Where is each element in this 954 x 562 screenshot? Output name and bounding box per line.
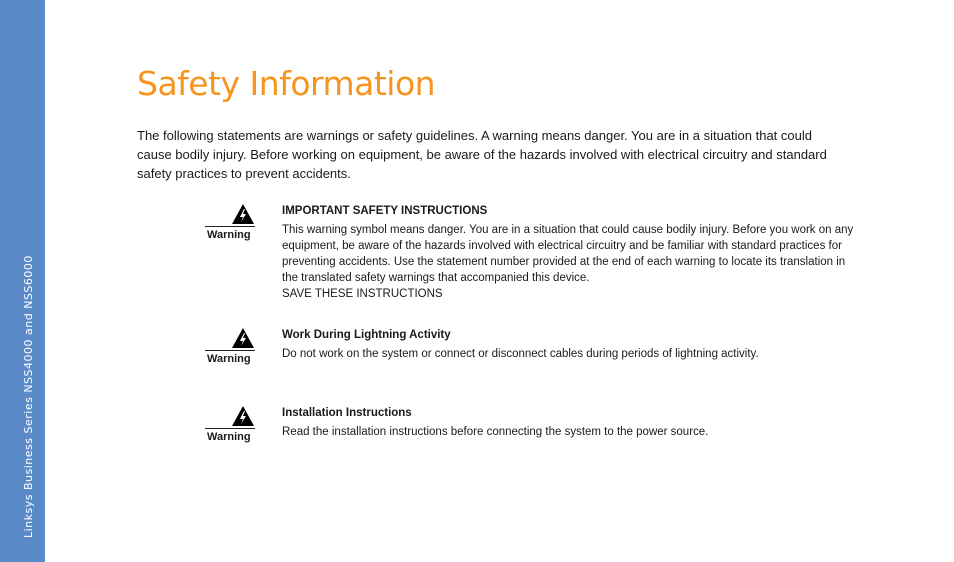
warning-body: Read the installation instructions before connecting the system to the power source. bbox=[282, 426, 709, 438]
warning-title: IMPORTANT SAFETY INSTRUCTIONS bbox=[282, 205, 488, 217]
sidebar-product-text: Linksys Business Series NSS4000 and NSS6000 bbox=[22, 255, 35, 538]
warning-title: Work During Lightning Activity bbox=[282, 329, 451, 341]
warning-title: Installation Instructions bbox=[282, 407, 412, 419]
warning-triangle-lightning-icon bbox=[231, 203, 255, 225]
warning-icon-rule bbox=[205, 350, 255, 351]
warning-label: Warning bbox=[207, 353, 251, 365]
warning-icon-group bbox=[205, 405, 257, 443]
warning-icon-group bbox=[205, 327, 257, 365]
warning-label: Warning bbox=[207, 229, 251, 241]
intro-paragraph: The following statements are warnings or safety guidelines. A warning means danger. You are in a situation that could cause bodily injury. Before working on equipment, be aware of the hazards involved with electrical circuitry and standard safety practices to prevent accidents. bbox=[137, 128, 827, 181]
warning-body: This warning symbol means danger. You are in a situation that could cause bodily injury. Before you work on any equipment, be aware of the hazards involved with electrical circuitry and be familiar with standard practices for preventing accidents. Use the statement number provided at the end of each warning to locate its translation in the translated safety warnings that accompanied this device. bbox=[282, 224, 854, 284]
sidebar bbox=[0, 0, 45, 562]
warning-icon-group bbox=[205, 203, 257, 241]
warning-icon-rule bbox=[205, 226, 255, 227]
warning-label: Warning bbox=[207, 431, 251, 443]
warning-footer: SAVE THESE INSTRUCTIONS bbox=[282, 288, 443, 300]
warning-triangle-lightning-icon bbox=[231, 405, 255, 427]
page-title: Safety Information bbox=[137, 64, 436, 103]
warning-text bbox=[282, 203, 862, 302]
warning-text bbox=[282, 405, 862, 440]
warning-text bbox=[282, 327, 862, 362]
warning-icon-rule bbox=[205, 428, 255, 429]
warning-triangle-lightning-icon bbox=[231, 327, 255, 349]
warning-body: Do not work on the system or connect or disconnect cables during periods of lightning activity. bbox=[282, 348, 759, 360]
